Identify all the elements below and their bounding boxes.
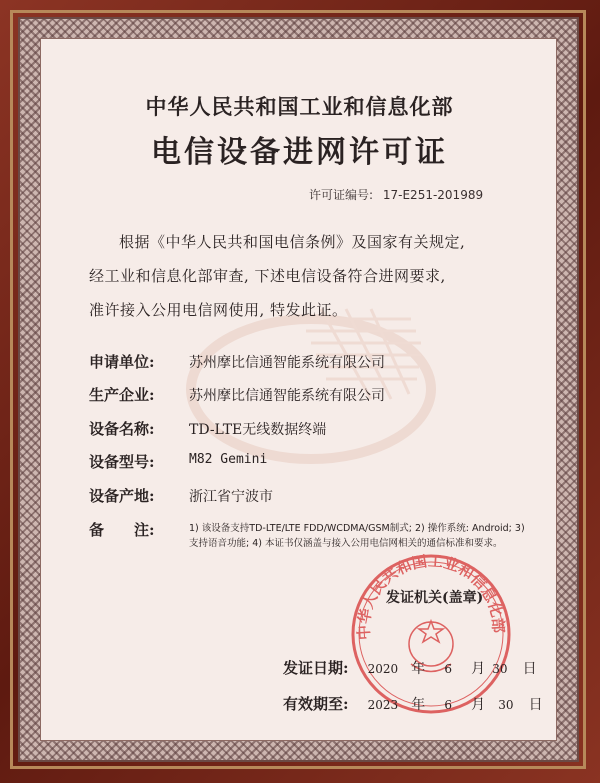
device-model-label: 设备型号: — [89, 453, 155, 471]
applicant-label: 申请单位: — [89, 353, 155, 371]
issue-date-day-unit: 日 — [522, 661, 537, 677]
certificate-paper — [40, 38, 557, 741]
manufacturer-label: 生产企业: — [89, 386, 155, 404]
expiry-date-month-unit: 月 — [471, 697, 486, 713]
expiry-date-day: 30 — [498, 698, 514, 712]
license-number-label: 许可证编号: — [309, 188, 374, 202]
note-label: 备 注: — [89, 521, 155, 539]
origin-label: 设备产地: — [89, 487, 155, 505]
issue-date — [283, 657, 537, 678]
expiry-date — [283, 693, 543, 714]
device-model-value: M82 Gemini — [189, 452, 268, 467]
certificate-title: 电信设备进网许可证 — [151, 135, 448, 170]
body-line-2: 经工业和信息化部审查, 下述电信设备符合进网要求, — [89, 267, 446, 285]
body-line-1: 根据《中华人民共和国电信条例》及国家有关规定, — [119, 233, 466, 251]
manufacturer-value: 苏州摩比信通智能系统有限公司 — [189, 388, 385, 404]
expiry-date-year-unit: 年 — [411, 697, 426, 713]
license-number-value: 17-E251-201989 — [382, 188, 484, 202]
issuer-label: 发证机关(盖章) — [386, 590, 484, 606]
ministry-name: 中华人民共和国工业和信息化部 — [145, 94, 454, 119]
license-number — [309, 186, 483, 203]
note-text: 1) 该设备支持TD-LTE/LTE FDD/WCDMA/GSM制式; 2) 操作系统: Android; 3) 支持语音功能; 4) 本证书仅涵盖与接入公用电信网相关的通信标准和要求。 — [189, 523, 525, 549]
expiry-date-day-unit: 日 — [528, 697, 543, 713]
body-line-3: 准许接入公用电信网使用, 特发此证。 — [89, 301, 348, 319]
issue-date-label: 发证日期: — [283, 659, 349, 677]
applicant-value: 苏州摩比信通智能系统有限公司 — [189, 355, 385, 371]
issue-date-day: 30 — [492, 662, 508, 676]
issue-date-year: 2020 — [367, 662, 399, 676]
origin-value: 浙江省宁波市 — [189, 489, 273, 505]
issue-date-month-unit: 月 — [471, 661, 486, 677]
seal-text: 中华人民共和国工业和信息化部 — [354, 552, 508, 641]
issue-date-month: 6 — [444, 662, 453, 676]
expiry-date-year: 2023 — [367, 698, 399, 712]
device-name-label: 设备名称: — [89, 420, 155, 438]
expiry-date-month: 6 — [444, 698, 453, 712]
expiry-date-label: 有效期至: — [283, 695, 349, 713]
device-name-value: TD-LTE无线数据终端 — [189, 422, 327, 438]
issue-date-year-unit: 年 — [411, 661, 426, 677]
